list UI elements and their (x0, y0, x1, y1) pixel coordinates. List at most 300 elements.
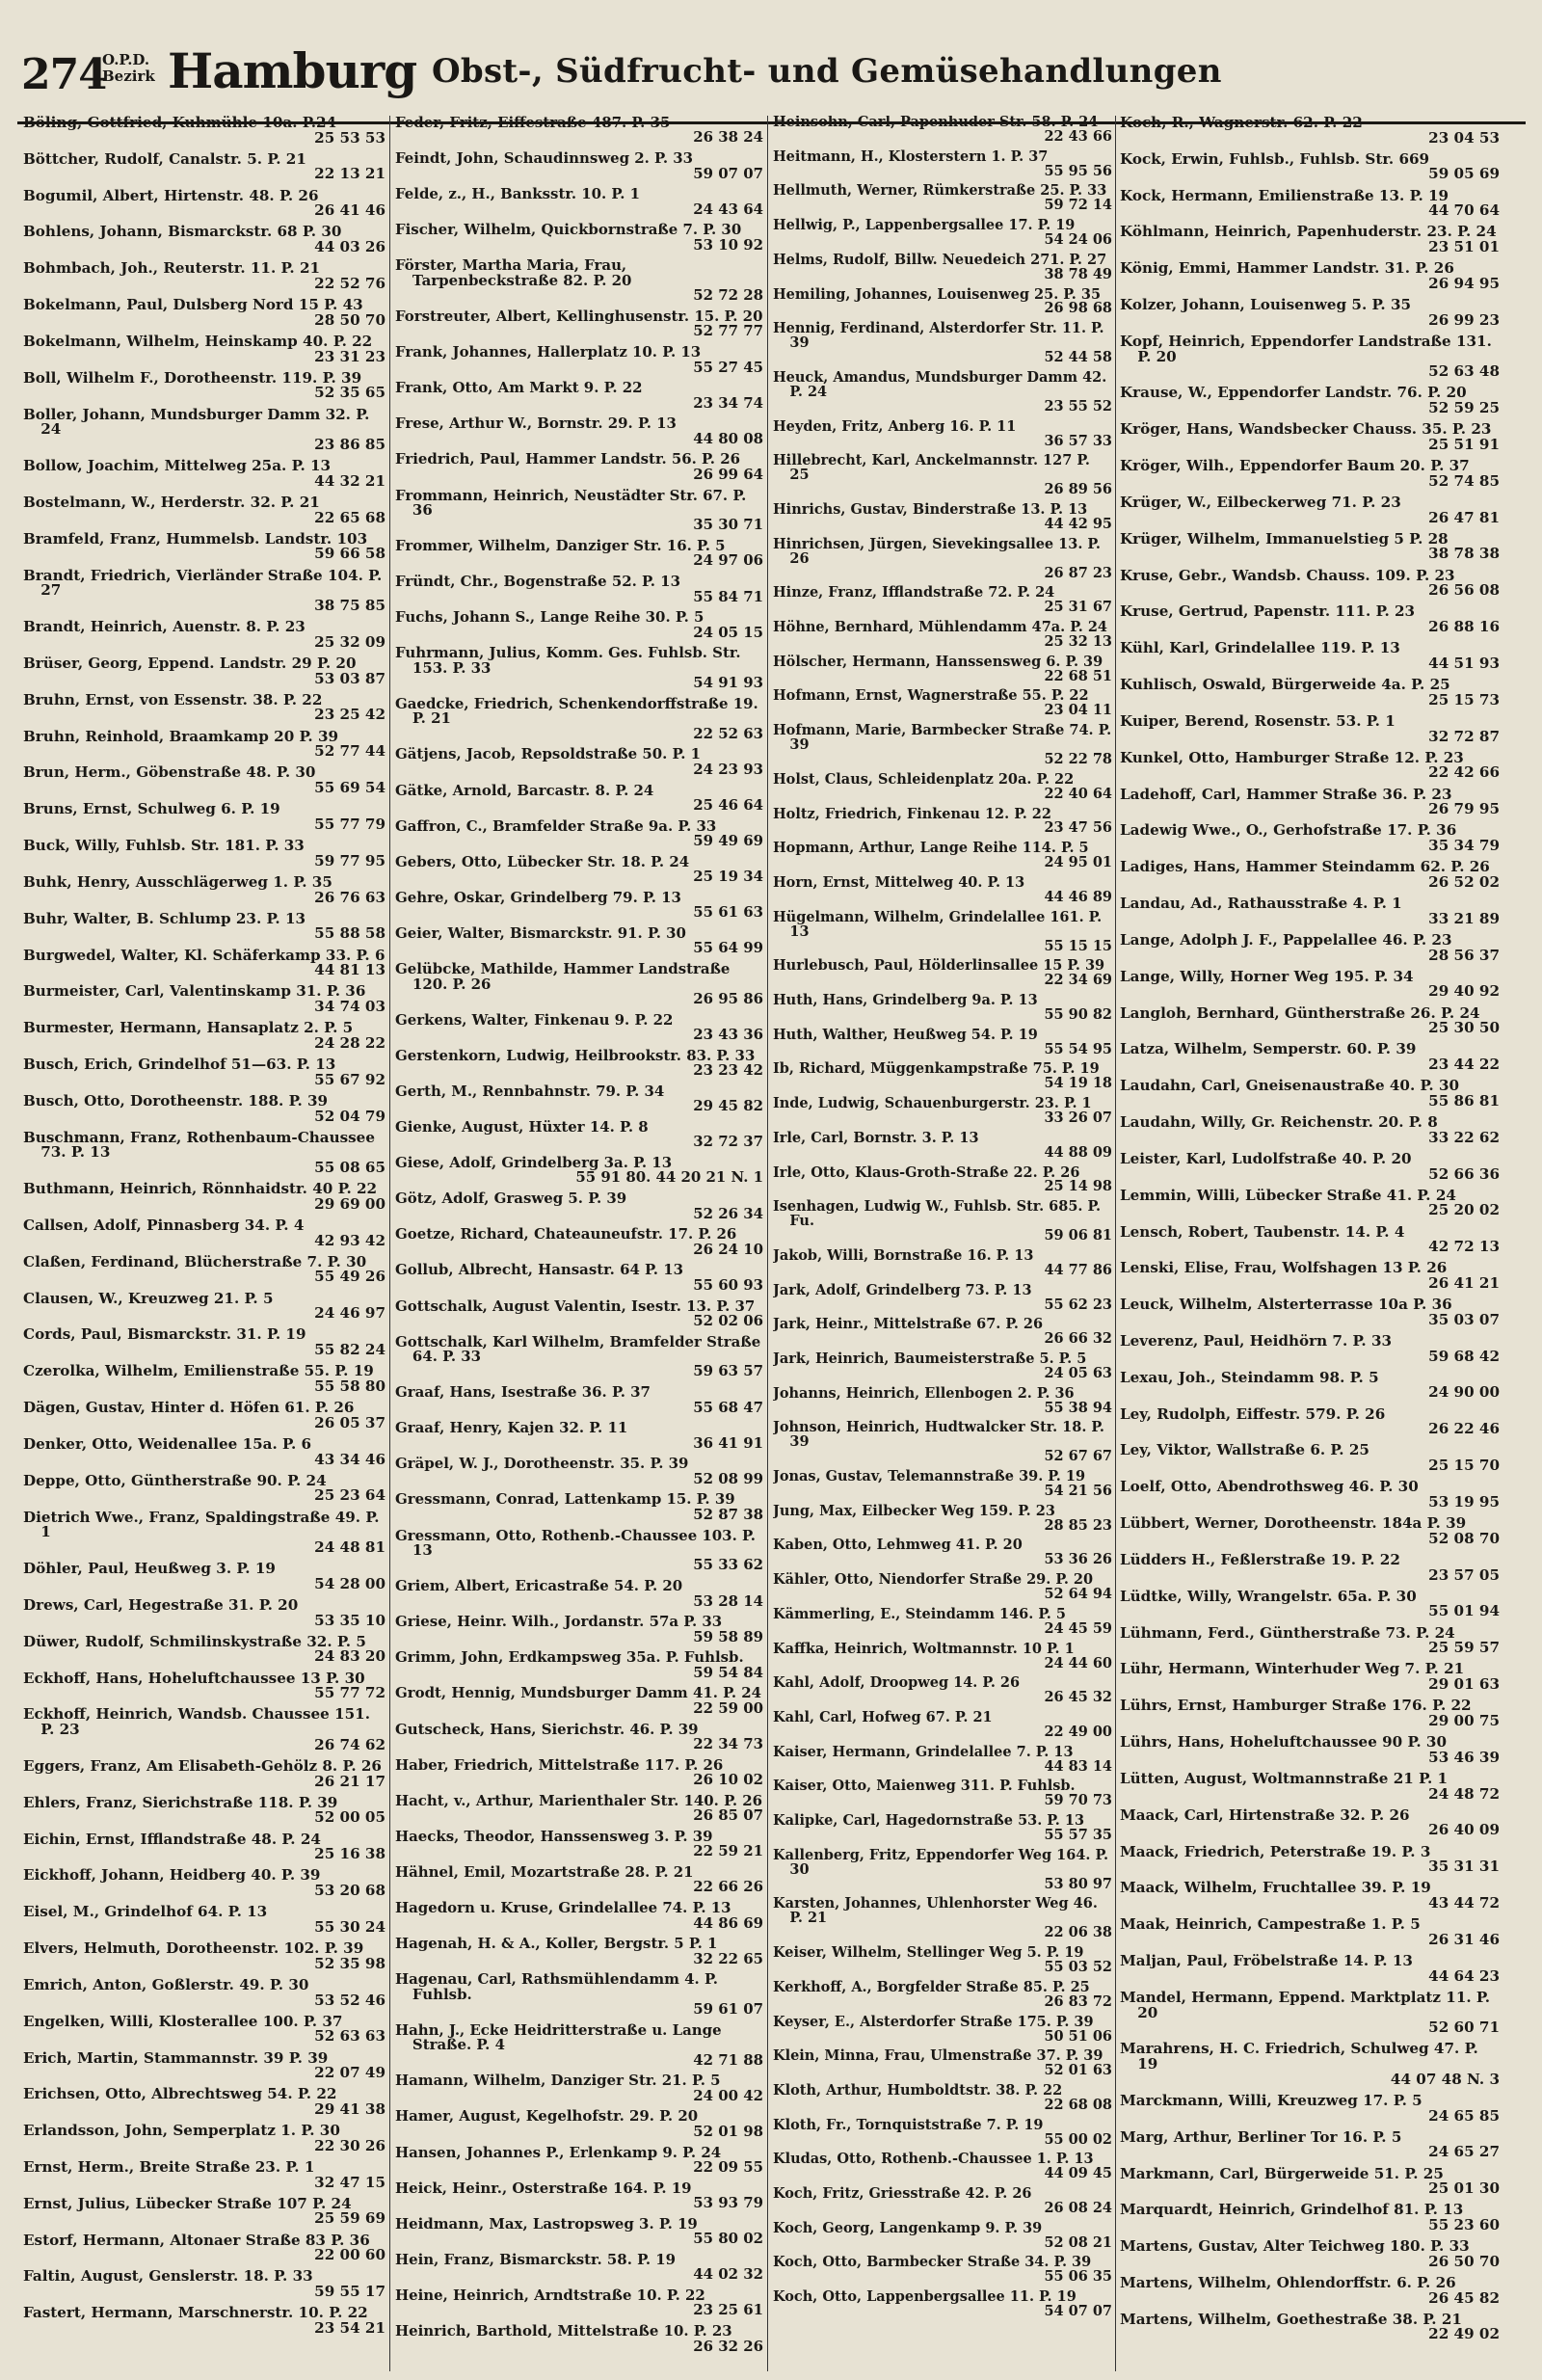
listing-name-address: Bokelmann, Paul, Dulsberg Nord 15 P. 43 (23, 296, 363, 314)
listing-entry (773, 1097, 1112, 1126)
listing-name-address: Brun, Herm., Göbenstraße 48. P. 30 (23, 763, 316, 782)
listing-name-address: Bramfeld, Franz, Hummelsb. Landstr. 103 (23, 529, 368, 548)
listing-name-address: Böttcher, Rudolf, Canalstr. 5. P. 21 (23, 149, 306, 168)
listing-phone: 23 25 42 (314, 706, 386, 724)
listing-entry (773, 1897, 1112, 1940)
listing-name-address: Jark, Heinr., Mittelstraße 67. P. 26 (773, 1316, 1044, 1333)
listing-name-address: Inde, Ludwig, Schauenburgerstr. 23. P. 1 (773, 1095, 1092, 1112)
listing-name-address: Johanns, Heinrich, Ellenbogen 2. P. 36 (773, 1384, 1075, 1402)
listing-phone: 25 14 98 (1044, 1178, 1112, 1195)
listing-name-address: Frese, Arthur W., Bornstr. 29. P. 13 (395, 414, 677, 433)
listing-entry (23, 1218, 386, 1248)
listing-phone: 50 51 06 (1044, 2027, 1112, 2045)
listing-name-address: Gerkens, Walter, Finkenau 9. P. 22 (395, 1010, 674, 1029)
listing-name-address: Erlandsson, John, Semperplatz 1. P. 30 (23, 2122, 340, 2140)
listing-entry (395, 2250, 763, 2284)
listing-phone: 22 40 64 (1044, 785, 1112, 802)
listing-entry (395, 116, 763, 146)
listing-entry (1120, 1480, 1500, 1510)
listing-phone: 55 33 62 (693, 1556, 763, 1574)
listing-name-address: Hofmann, Ernst, Wagnerstraße 55. P. 22 (773, 687, 1089, 705)
listing-name-address: Hinrichsen, Jürgen, Sievekingsallee 13. P. 26 (773, 535, 1101, 567)
listing-phone: 52 63 48 (1428, 362, 1500, 381)
listing-phone: 24 05 15 (693, 623, 763, 641)
listing-phone: 22 34 73 (693, 1734, 763, 1752)
listing-phone: 24 23 93 (693, 760, 763, 778)
listing-name-address: Kock, Hermann, Emilienstraße 13. P. 19 (1120, 186, 1449, 204)
listing-entry (23, 1595, 386, 1629)
listing-name-address: Jung, Max, Eilbecker Weg 159. P. 23 (773, 1502, 1055, 1519)
listing-name-address: Martens, Gustav, Alter Teichweg 180. P. 33 (1120, 2237, 1470, 2256)
listing-phone: 22 30 26 (314, 2136, 386, 2154)
listing-entry (1120, 1115, 1500, 1145)
listing-entry (773, 535, 1112, 581)
listing-phone: 24 44 60 (1044, 1654, 1112, 1671)
listing-entry (773, 1470, 1112, 1499)
listing-name-address: Langloh, Bernhard, Güntherstraße 26. P. 24 (1120, 1003, 1480, 1022)
listing-name-address: Karsten, Johannes, Uhlenhorster Weg 46. P. 21 (773, 1895, 1098, 1927)
listing-entry (773, 1246, 1112, 1278)
listing-name-address: Busch, Erich, Grindelhof 51—63. P. 13 (23, 1056, 336, 1074)
listing-phone: 55 58 80 (314, 1377, 386, 1395)
listing-entry (23, 2233, 386, 2263)
listing-phone: 26 94 95 (1428, 274, 1500, 292)
listing-phone: 22 00 60 (314, 2246, 386, 2264)
listing-name-address: Kaiser, Hermann, Grindelallee 7. P. 13 (773, 1743, 1074, 1760)
listing-phone: 55 01 94 (1428, 1602, 1500, 1620)
listing-phone: 59 05 69 (1428, 165, 1500, 183)
listing-name-address: Grimm, John, Erdkampsweg 35a. P. Fuhlsb. (395, 1648, 744, 1667)
listing-name-address: Dietrich Wwe., Franz, Spaldingstraße 49. P. 1 (23, 1508, 380, 1541)
listing-entry (1120, 1368, 1500, 1402)
listing-entry (1120, 678, 1500, 708)
listing-entry (1120, 823, 1500, 853)
listing-phone: 52 02 06 (693, 1311, 763, 1329)
listing-phone: 52 66 36 (1428, 1164, 1500, 1183)
listing-entry (1120, 566, 1500, 600)
listing-name-address: Gehre, Oskar, Grindelberg 79. P. 13 (395, 888, 681, 906)
listing-name-address: Ernst, Julius, Lübecker Straße 107 P. 24 (23, 2194, 352, 2212)
listing-phone: 22 68 51 (1044, 667, 1112, 684)
listing-phone: 26 83 72 (1044, 1992, 1112, 2010)
listing-phone: 24 05 63 (1044, 1364, 1112, 1381)
listing-entry (23, 802, 386, 832)
listing-phone: 22 65 68 (314, 508, 386, 526)
listing-phone: 52 22 78 (1044, 751, 1112, 768)
listing-name-address: Bruhn, Ernst, von Essenstr. 38. P. 22 (23, 690, 323, 709)
listing-phone: 32 72 87 (1428, 727, 1500, 745)
listing-name-address: Keiser, Wilhelm, Stellinger Weg 5. P. 19 (773, 1944, 1084, 1962)
listing-phone: 28 56 37 (1428, 946, 1500, 964)
listing-entry (1120, 860, 1500, 890)
listing-phone: 22 34 69 (1044, 972, 1112, 989)
listing-phone: 22 52 76 (314, 274, 386, 292)
listing-entry (395, 1862, 763, 1896)
listing-entry (773, 1062, 1112, 1091)
listing-entry (773, 655, 1112, 684)
listing-phone: 44 42 95 (1044, 515, 1112, 532)
listing-entry (773, 689, 1112, 718)
listing-entry (773, 285, 1112, 317)
column-divider (389, 116, 390, 2371)
listing-entry (1120, 711, 1500, 745)
listing-phone: 23 25 61 (693, 2301, 763, 2319)
listing-phone: 29 40 92 (1428, 982, 1500, 1001)
listing-phone: 25 32 13 (1044, 632, 1112, 650)
listing-entry (23, 2160, 386, 2190)
listing-name-address: Gerstenkorn, Ludwig, Heilbrookstr. 83. P. 33 (395, 1046, 756, 1064)
listing-phone: 59 70 73 (1044, 1792, 1112, 1809)
listing-name-address: Engelken, Willi, Klosterallee 100. P. 37 (23, 2012, 343, 2030)
listing-entry (395, 416, 763, 446)
listing-entry (773, 621, 1112, 650)
listing-phone: 36 57 33 (1044, 432, 1112, 449)
listing-name-address: Kalipke, Carl, Hagedornstraße 53. P. 13 (773, 1812, 1085, 1830)
listing-entry (773, 1026, 1112, 1057)
listing-phone: 26 89 56 (1044, 481, 1112, 498)
listing-entry (23, 1941, 386, 1971)
listing-name-address: Erichsen, Otto, Albrechtsweg 54. P. 22 (23, 2085, 337, 2103)
listing-entry (773, 251, 1112, 282)
listing-phone: 25 59 57 (1428, 1639, 1500, 1657)
listing-entry (773, 1281, 1112, 1313)
listing-phone: 32 22 65 (693, 1949, 763, 1967)
listing-name-address: Czerolka, Wilhelm, Emilienstraße 55. P. 19 (23, 1362, 374, 1380)
listing-entry (23, 656, 386, 686)
listing-entry (773, 2049, 1112, 2078)
listing-entry (1120, 529, 1500, 563)
listing-name-address: Leuck, Wilhelm, Alsterterrasse 10a P. 36 (1120, 1296, 1452, 1314)
listing-entry (395, 2181, 763, 2211)
column-4 (1120, 116, 1500, 2371)
listing-entry (773, 1502, 1112, 1534)
listing-name-address: Mandel, Hermann, Eppend. Marktplatz 11. P. 20 (1120, 1988, 1491, 2021)
listing-entry (773, 2256, 1112, 2285)
listing-phone: 55 38 94 (1044, 1399, 1112, 1416)
listing-name-address: Heuck, Amandus, Mundsburger Damm 42. P. 24 (773, 368, 1107, 400)
listing-name-address: Isenhagen, Ludwig W., Fuhlsb. Str. 685. P. Fu. (773, 1198, 1102, 1230)
listing-name-address: Hellwig, P., Lappenbergsallee 17. P. 19 (773, 217, 1076, 234)
listing-entry (1120, 1443, 1500, 1473)
listing-entry (395, 345, 763, 375)
listing-phone: 38 75 85 (314, 596, 386, 614)
listing-name-address: Gätjens, Jacob, Repsoldstraße 50. P. 1 (395, 745, 702, 763)
listing-phone: 22 59 21 (693, 1842, 763, 1860)
listing-phone: 44 46 89 (1044, 888, 1112, 905)
listing-entry (1120, 225, 1500, 254)
listing-entry (23, 1707, 386, 1752)
listing-entry (1120, 1042, 1500, 1072)
listing-entry (773, 2116, 1112, 2148)
listing-name-address: Bruhn, Reinhold, Braamkamp 20 P. 39 (23, 727, 339, 745)
district-label (102, 52, 155, 85)
listing-name-address: Krause, W., Eppendorfer Landstr. 76. P. 20 (1120, 384, 1467, 402)
listing-entry (773, 1163, 1112, 1195)
listing-entry (23, 2012, 386, 2046)
listing-name-address: Kruse, Gebr., Wandsb. Chauss. 109. P. 23 (1120, 566, 1455, 584)
listing-name-address: Deppe, Otto, Güntherstraße 90. P. 24 (23, 1471, 327, 1489)
listing-entry (395, 747, 763, 777)
listing-name-address: Griem, Albert, Ericastraße 54. P. 20 (395, 1577, 683, 1595)
listing-entry (395, 1191, 763, 1221)
listing-name-address: Haecks, Theodor, Hanssensweg 3. P. 39 (395, 1827, 713, 1845)
listing-name-address: Erich, Martin, Stammannstr. 39 P. 39 (23, 2048, 329, 2067)
listing-name-address: Eickhoff, Johann, Heidberg 40. P. 39 (23, 1866, 321, 1885)
listing-phone: 28 85 23 (1044, 1516, 1112, 1534)
listing-phone: 44 86 69 (693, 1913, 763, 1932)
listing-entry (1120, 261, 1500, 291)
listing-entry (773, 147, 1112, 179)
listing-name-address: Eckhoff, Heinrich, Wandsb. Chaussee 151. P. 23 (23, 1705, 370, 1739)
listing-entry (23, 1057, 386, 1087)
listing-entry (395, 1937, 763, 1966)
listing-name-address: Graaf, Henry, Kajen 32. P. 11 (395, 1419, 628, 1437)
listing-entry (23, 368, 386, 402)
listing-name-address: Laudahn, Carl, Gneisenaustraße 40. P. 30 (1120, 1077, 1460, 1095)
listing-entry (23, 765, 386, 795)
listing-entry (23, 620, 386, 650)
column-divider (767, 116, 768, 2371)
listing-entry (395, 1299, 763, 1329)
listing-phone: 24 48 81 (314, 1538, 386, 1556)
listing-phone: 26 99 64 (693, 465, 763, 483)
listing-phone: 24 45 59 (1044, 1619, 1112, 1637)
listing-phone: 22 66 26 (693, 1878, 763, 1896)
listing-phone: 24 83 20 (314, 1647, 386, 1666)
listing-name-address: Koch, R., Wagnerstr. 62. P. 22 (1120, 116, 1363, 131)
listing-name-address: Landau, Ad., Rathausstraße 4. P. 1 (1120, 895, 1402, 913)
listing-phone: 42 71 88 (693, 2050, 763, 2069)
listing-phone: 26 52 02 (1428, 872, 1500, 891)
listing-name-address: Bostelmann, W., Herderstr. 32. P. 21 (23, 493, 320, 511)
listing-phone: 55 88 58 (314, 924, 386, 943)
listing-name-address: Frank, Johannes, Hallerplatz 10. P. 13 (395, 343, 702, 361)
listing-entry (395, 1579, 763, 1609)
listing-name-address: Hügelmann, Wilhelm, Grindelallee 161. P. 13 (773, 908, 1103, 940)
listing-phone: 23 54 21 (314, 2318, 386, 2337)
listing-phone: 55 54 95 (1044, 1040, 1112, 1057)
listing-name-address: Giese, Adolf, Grindelberg 3a. P. 13 (395, 1154, 673, 1172)
listing-entry (23, 1756, 386, 1790)
listing-phone: 52 01 98 (693, 2122, 763, 2140)
listing-entry (23, 1832, 386, 1862)
listing-name-address: Lühmann, Ferd., Güntherstraße 73. P. 24 (1120, 1623, 1455, 1642)
listing-phone: 52 77 77 (693, 322, 763, 340)
listing-name-address: Ernst, Herm., Breite Straße 23. P. 1 (23, 2158, 315, 2176)
listing-entry (1120, 1331, 1500, 1365)
listing-phone: 26 98 68 (1044, 300, 1112, 317)
listing-entry (23, 2194, 386, 2228)
listing-phone: 23 34 74 (693, 393, 763, 412)
listing-entry (395, 258, 763, 303)
listing-entry (773, 1676, 1112, 1705)
listing-name-address: Eichin, Ernst, Ifflandstraße 48. P. 24 (23, 1830, 321, 1848)
listing-entry (1120, 1842, 1500, 1876)
listing-phone: 36 41 91 (693, 1433, 763, 1452)
listing-phone: 44 02 32 (693, 2265, 763, 2284)
listing-entry (1120, 495, 1500, 525)
listing-name-address: Eckhoff, Hans, Hoheluftchaussee 13 P. 30 (23, 1669, 365, 1687)
listing-entry (773, 1605, 1112, 1637)
listing-phone: 52 74 85 (1428, 471, 1500, 490)
listing-name-address: Ley, Rudolph, Eiffestr. 579. P. 26 (1120, 1404, 1386, 1423)
listing-entry (23, 1508, 386, 1556)
listing-name-address: Burmeister, Carl, Valentinskamp 31. P. 36 (23, 982, 366, 1001)
listing-phone: 24 95 01 (1044, 854, 1112, 871)
listing-name-address: Fründt, Chr., Bogenstraße 52. P. 13 (395, 573, 680, 591)
listing-name-address: Kröger, Wilh., Eppendorfer Baum 20. P. 37 (1120, 457, 1470, 475)
listing-entry (23, 1434, 386, 1468)
listing-phone: 26 41 46 (314, 201, 386, 220)
listing-name-address: Böling, Gottfried, Kuhmühle 10a. P.24 (23, 116, 337, 131)
listing-entry (395, 2143, 763, 2177)
listing-name-address: Kämmerling, E., Steindamm 146. P. 5 (773, 1605, 1066, 1622)
listing-name-address: Huth, Walther, Heußweg 54. P. 19 (773, 1026, 1038, 1043)
listing-name-address: Götz, Adolf, Grasweg 5. P. 39 (395, 1190, 627, 1208)
listing-phone: 52 08 99 (693, 1469, 763, 1487)
listing-entry (23, 459, 386, 489)
listing-phone: 54 28 00 (314, 1574, 386, 1592)
listing-entry (395, 1263, 763, 1293)
listing-entry (1120, 1404, 1500, 1438)
listing-entry (23, 2087, 386, 2117)
listing-entry (23, 2124, 386, 2153)
listing-entry (773, 873, 1112, 905)
listing-name-address: Lührs, Hans, Hoheluftchaussee 90 P. 30 (1120, 1733, 1448, 1752)
listing-name-address: Gressmann, Conrad, Lattenkamp 15. P. 39 (395, 1490, 735, 1509)
listing-phone: 22 43 66 (1044, 127, 1112, 145)
listing-entry (395, 1332, 763, 1380)
listing-entry (773, 1779, 1112, 1808)
listing-entry (23, 1793, 386, 1827)
listing-name-address: Fastert, Hermann, Marschnerstr. 10. P. 22 (23, 2304, 368, 2322)
listing-name-address: Döhler, Paul, Heußweg 3. P. 19 (23, 1560, 276, 1578)
listing-entry (773, 1421, 1112, 1464)
listing-entry (23, 1632, 386, 1666)
listing-name-address: Gienke, August, Hüxter 14. P. 8 (395, 1117, 649, 1136)
listing-entry (1120, 2127, 1500, 2161)
listing-entry (773, 1200, 1112, 1243)
listing-entry (23, 839, 386, 869)
listing-entry (395, 2324, 763, 2354)
page-header (17, 39, 1526, 112)
listing-entry (1120, 1587, 1500, 1620)
listing-entry (773, 805, 1112, 837)
listing-name-address: Callsen, Adolf, Pinnasberg 34. P. 4 (23, 1216, 305, 1234)
listing-phone: 44 32 21 (314, 471, 386, 490)
listing-name-address: Düwer, Rudolf, Schmilinskystraße 32. P. 5 (23, 1632, 366, 1650)
listing-phone: 52 44 58 (1044, 349, 1112, 366)
listing-phone: 44 77 86 (1044, 1261, 1112, 1278)
listing-name-address: Hagenau, Carl, Rathsmühlendamm 4. P. Fuhlsb. (395, 1970, 718, 2003)
listing-phone: 24 48 72 (1428, 1784, 1500, 1803)
listing-phone: 23 86 85 (314, 435, 386, 453)
column-1 (23, 116, 386, 2371)
listing-phone: 55 64 99 (693, 939, 763, 957)
listing-entry (395, 1755, 763, 1789)
listing-name-address: Bollow, Joachim, Mittelweg 25a. P. 13 (23, 457, 332, 475)
listing-name-address: Hemiling, Johannes, Louisenweg 25. P. 35 (773, 285, 1102, 303)
listing-entry (1120, 1186, 1500, 1219)
listing-phone: 29 69 00 (314, 1194, 386, 1213)
listing-phone: 26 99 23 (1428, 310, 1500, 329)
listing-entry (1120, 116, 1500, 146)
listing-entry (773, 1946, 1112, 1975)
column-divider (1115, 116, 1116, 2371)
listing-name-address: Hinze, Franz, Ifflandstraße 72. P. 24 (773, 584, 1055, 602)
listing-entry (773, 1978, 1112, 2010)
listing-entry (395, 1650, 763, 1680)
listing-phone: 26 50 70 (1428, 2252, 1500, 2270)
listing-entry (395, 1156, 763, 1186)
listing-entry (1120, 2164, 1500, 2198)
listing-entry (773, 2013, 1112, 2045)
listing-entry (23, 727, 386, 761)
listing-entry (773, 1708, 1112, 1740)
listing-name-address: Heick, Heinr., Osterstraße 164. P. 19 (395, 2179, 692, 2197)
listing-entry (395, 1827, 763, 1860)
listing-name-address: Kaben, Otto, Lehmweg 41. P. 20 (773, 1537, 1023, 1554)
listing-entry (773, 1129, 1112, 1161)
listing-name-address: Lüdders H., Feßlerstraße 19. P. 22 (1120, 1550, 1400, 1568)
listing-name-address: Brandt, Heinrich, Auenstr. 8. P. 23 (23, 618, 306, 636)
listing-entry (773, 116, 1112, 145)
listing-phone: 43 34 46 (314, 1450, 386, 1468)
listing-name-address: Helms, Rudolf, Billw. Neuedeich 271. P. 27 (773, 251, 1107, 268)
listing-entry (773, 1846, 1112, 1892)
listing-name-address: Ib, Richard, Müggenkampstraße 75. P. 19 (773, 1060, 1100, 1078)
listing-name-address: Krüger, Wilhelm, Immanuelstieg 5 P. 28 (1120, 529, 1449, 548)
listing-entry (395, 962, 763, 1006)
listing-entry (395, 1084, 763, 1114)
listing-name-address: Kallenberg, Fritz, Eppendorfer Weg 164. P. 30 (773, 1846, 1108, 1878)
listing-phone: 55 49 26 (314, 1268, 386, 1286)
listing-name-address: Denker, Otto, Weidenallee 15a. P. 6 (23, 1434, 312, 1453)
listing-entry (773, 368, 1112, 414)
listing-entry (395, 309, 763, 339)
listing-name-address: Hamann, Wilhelm, Danziger Str. 21. P. 5 (395, 2072, 721, 2090)
listing-phone: 25 15 73 (1428, 690, 1500, 709)
listing-name-address: Keyser, E., Alsterdorfer Straße 175. P. 39 (773, 2013, 1094, 2030)
listing-name-address: Burmester, Hermann, Hansaplatz 2. P. 5 (23, 1019, 354, 1037)
listing-name-address: Hurlebusch, Paul, Hölderlinsallee 15 P. 39 (773, 957, 1105, 975)
listing-name-address: Gutscheck, Hans, Sierichstr. 46. P. 39 (395, 1720, 699, 1738)
listing-phone: 24 65 85 (1428, 2106, 1500, 2125)
listing-phone: 26 76 63 (314, 888, 386, 906)
listing-phone: 26 79 95 (1428, 800, 1500, 818)
listing-name-address: Leverenz, Paul, Heidhörn 7. P. 33 (1120, 1331, 1393, 1350)
listing-entry (1120, 641, 1500, 671)
listing-name-address: Bogumil, Albert, Hirtenstr. 48. P. 26 (23, 186, 319, 204)
listing-phone: 24 90 00 (1428, 1383, 1500, 1402)
listing-name-address: Martens, Wilhelm, Goethestraße 38. P. 21 (1120, 2310, 1462, 2328)
listing-phone: 23 23 42 (693, 1061, 763, 1080)
listing-name-address: Kaiser, Otto, Maienweg 311. P. Fuhlsb. (773, 1778, 1076, 1795)
listing-entry (773, 991, 1112, 1023)
listing-entry (1120, 1769, 1500, 1803)
listing-name-address: Gressmann, Otto, Rothenb.-Chaussee 103. P. 13 (395, 1526, 756, 1559)
listing-name-address: Kruse, Gertrud, Papenstr. 111. P. 23 (1120, 602, 1416, 621)
listing-phone: 44 64 23 (1428, 1966, 1500, 1985)
listing-entry (23, 1401, 386, 1431)
listing-name-address: Krüger, W., Eilbeckerweg 71. P. 23 (1120, 493, 1401, 511)
listing-phone: 38 78 49 (1044, 265, 1112, 282)
listing-phone: 52 87 38 (693, 1505, 763, 1523)
listing-name-address: Kloth, Arthur, Humboldtstr. 38. P. 22 (773, 2081, 1063, 2099)
listing-name-address: Cords, Paul, Bismarckstr. 31. P. 19 (23, 1325, 306, 1344)
listing-name-address: Koch, Fritz, Griesstraße 42. P. 26 (773, 2185, 1032, 2203)
listing-entry (773, 1352, 1112, 1381)
